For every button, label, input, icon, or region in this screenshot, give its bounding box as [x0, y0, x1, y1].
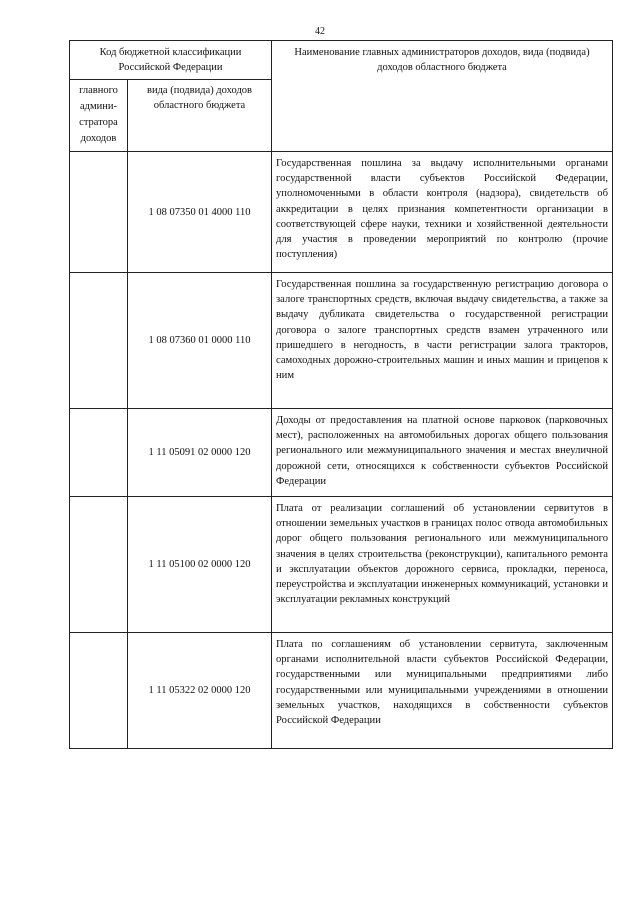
revenue-code-cell: 1 11 05322 02 0000 120 — [128, 633, 272, 749]
table-row — [70, 497, 613, 633]
revenue-code-cell: 1 11 05091 02 0000 120 — [128, 409, 272, 497]
revenue-code-cell: 1 08 07350 01 4000 110 — [128, 152, 272, 273]
revenue-name-cell: Плата по соглашениям об установлении сервитута, заключенным органами исполнительной власти субъектов Российской Федерации, государственными или муниципальными предприятиями либо государственными или муниципальными учреждениями в отношении земельных участков, находящихся в собственности субъектов Российской Федерации — [272, 633, 613, 749]
table-row — [70, 633, 613, 749]
revenue-name-cell: Государственная пошлина за выдачу исполнительными органами государственной власти субъектов Российской Федерации, уполномоченными в области контроля (надзора), свидетельств об аккредитации в целях признания компетентности организации в соответствующей сфере науки, техники и хозяйственной деятельности для участия в проведении мероприятий по контролю (прочие поступления) — [272, 152, 613, 273]
revenue-name-cell: Доходы от предоставления на платной основе парковок (парковочных мест), расположенных на автомобильных дорогах общего пользования регионального или межмуниципального значения и местах внеуличной дорожной сети, относящихся к собственности субъектов Российской Федерации — [272, 409, 613, 497]
revenue-code-cell: 1 11 05100 02 0000 120 — [128, 497, 272, 633]
admin-code-cell — [70, 633, 128, 749]
revenue-name-cell: Плата от реализации соглашений об установлении сервитутов в отношении земельных участков в границах полос отвода автомобильных дорог общего пользования регионального или межмуниципального значения в целях строительства (реконструкции), капитального ремонта и эксплуатации объектов дорожного сервиса, прокладки, переноса, переустройства и эксплуатации инженерных коммуникаций, установки и эксплуатации рекламных конструкций — [272, 497, 613, 633]
admin-code-cell — [70, 152, 128, 273]
admin-code-cell — [70, 273, 128, 409]
table-header-row — [70, 41, 613, 80]
header-admin-column: главного админи-стратора доходов — [70, 80, 128, 152]
revenue-name-cell: Государственная пошлина за государственную регистрацию договора о залоге транспортных средств, включая выдачу свидетельства, а также за выдачу дубликата свидетельства о государственной регистрации договора о залоге транспортных средств взамен утраченного или пришедшего в негодность, в части регистрации залога тракторов, самоходных дорожно-строительных машин и иных машин и прицепов к ним — [272, 273, 613, 409]
header-code-group: Код бюджетной классификации Российской Федерации — [70, 41, 272, 80]
revenue-code-cell: 1 08 07360 01 0000 110 — [128, 273, 272, 409]
header-kind-column: вида (подвида) доходов областного бюджета — [128, 80, 272, 152]
revenue-classification-table — [69, 40, 613, 749]
admin-code-cell — [70, 497, 128, 633]
admin-code-cell — [70, 409, 128, 497]
table-row — [70, 152, 613, 273]
table-row — [70, 273, 613, 409]
table-row — [70, 409, 613, 497]
header-name-column: Наименование главных администраторов доходов, вида (подвида) доходов областного бюджета — [272, 41, 613, 152]
page-number: 42 — [315, 26, 325, 37]
